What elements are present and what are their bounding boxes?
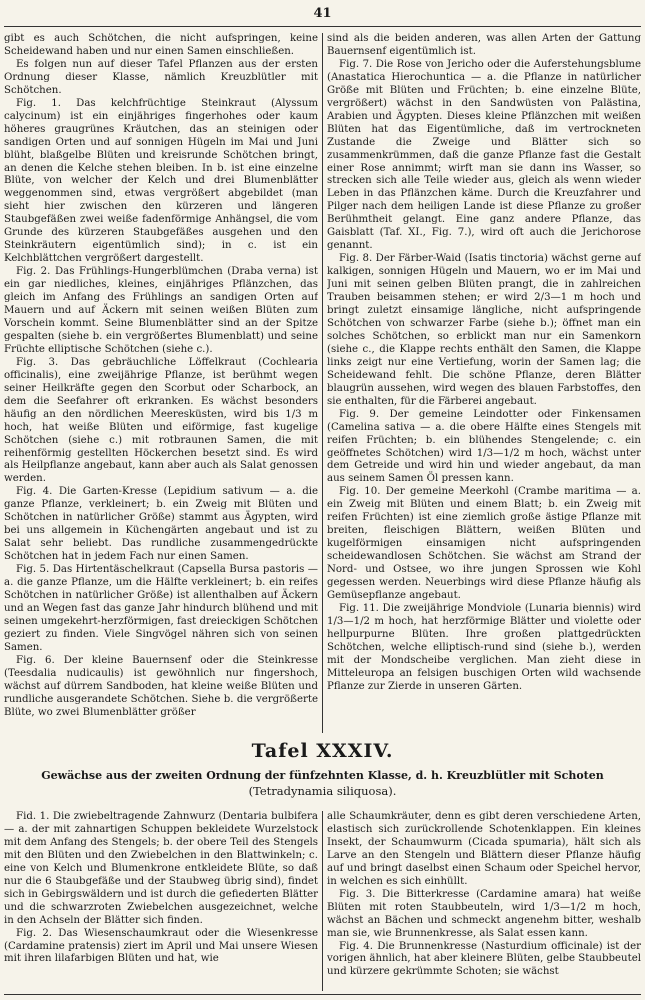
page-number: 41 xyxy=(313,6,332,21)
paragraph: alle Schaumkräuter, denn es gibt deren verschiedene Arten, elastisch sich zurückrollende Schotenklappen. Ein kleines Insekt, der Schaumwurm (Cicada spumaria), hält sich als Larve an den Stengeln und Blättern dieser Pflanze häufig auf und bringt daselbst einen Schaum oder Speichel hervor, in welchen es sich einhüllt. xyxy=(327,811,641,887)
paragraph: Fig. 3. Die Bitterkresse (Cardamine amara) hat weiße Blüten mit roten Staubbeuteln, wird 1/3—1/2 m hoch, wächst an Bächen und schmeckt angenehm bitter, weshalb man sie, wie Brunnenkresse, als Salat essen kann. xyxy=(327,888,641,939)
paragraph: Fig. 3. Das gebräuchliche Löffelkraut (Cochlearia officinalis), eine zweijährige Pflanze, ist berühmt wegen seiner Heilkräfte gegen den Scorbut oder Scharbock, an dem die Seefahrer oft erkranken. Es wächst besonders häufig an den nördlichen Meeresküsten, wird bis 1/3 m hoch, hat weiße Blüten und eiförmige, fast kugelige Schötchen (siehe c.) mit rotbraunen Samen, die mit reihenförmig gestellten Höckerchen besetzt sind. Es wird als Heilpflanze angebaut, kann aber auch als Salat genossen werden. xyxy=(4,356,318,485)
paragraph: gibt es auch Schötchen, die nicht aufspringen, keine Scheidewand haben und nur einen Samen einschließen. xyxy=(4,33,318,57)
upper-left-column xyxy=(4,33,318,733)
lower-columns xyxy=(4,811,641,991)
upper-columns xyxy=(4,33,641,733)
upper-right-column xyxy=(327,33,641,733)
paragraph: sind als die beiden anderen, was allen Arten der Gattung Bauernsenf eigentümlich ist. xyxy=(327,33,641,57)
plate-subtitle-latin: (Tetradynamia siliquosa). xyxy=(248,784,397,798)
paragraph: Fid. 1. Die zwiebeltragende Zahnwurz (Dentaria bulbifera — a. der mit zahnartigen Schuppen bekleidete Wurzelstock mit dem Anfang des Stengels; b. der obere Teil des Stengels mit den Blüten und den Zwiebelchen in den Blattwinkeln; c. eine von Kelch und Blumenkrone entkleidete Blüte, so daß nur die 6 Staubgefäße und der Staubweg übrig sind), findet sich in Gebirgswäldern und ist durch die gefiederten Blätter und die schwarzroten Zwiebelchen ausgezeichnet, welche in den Achseln der Blätter sich finden. xyxy=(4,811,318,926)
paragraph: Fig. 4. Die Garten-Kresse (Lepidium sativum — a. die ganze Pflanze, verkleinert; b. ein Zweig mit Blüten und Schötchen in natürlicher Größe) stammt aus Ägypten, wird bei uns allgemein in Küchengärten angebaut und ist zu Salat sehr beliebt. Das rundliche zusammengedrückte Schötchen hat in jedem Fach nur einen Samen. xyxy=(4,486,318,563)
paragraph: Fig. 5. Das Hirtentäschelkraut (Capsella Bursa pastoris — a. die ganze Pflanze, um die Hälfte verkleinert; b. ein reifes Schötchen in natürlicher Größe) ist allenthalben auf Äckern und an Wegen fast das ganze Jahr hindurch blühend und mit seinen umgekehrt-herzförmigen, fast dreieckigen Schötchen geziert zu finden. Viele Singvögel nähren sich von seinen Samen. xyxy=(4,564,318,653)
paragraph: Fig. 2. Das Frühlings-Hungerblümchen (Draba verna) ist ein gar niedliches, kleines, einjähriges Pflänzchen, das gleich im Anfang des Frühlings an sandigen Orten auf Mauern und auf Äckern mit seinen weißen Blüten zum Vorschein kommt. Seine Blumenblätter sind an der Spitze gespalten (siehe b. ein vergrößertes Blumenblatt) und seine Früchte elliptische Schötchen (siehe c.). xyxy=(4,266,318,355)
paragraph: Fig. 2. Das Wiesenschaumkraut oder die Wiesenkresse (Cardamine pratensis) ziert im April und Mai unsere Wiesen mit ihren lilafarbigen Blüten und hat, wie xyxy=(4,927,318,965)
column-divider xyxy=(322,811,323,991)
paragraph: Es folgen nun auf dieser Tafel Pflanzen aus der ersten Ordnung dieser Klasse, nämlich Kreuzblütler mit Schötchen. xyxy=(4,58,318,96)
paragraph: Fig. 10. Der gemeine Meerkohl (Crambe maritima — a. ein Zweig mit Blüten und einem Blatt; b. ein Zweig mit reifen Früchten) ist eine ziemlich große ästige Pflanze mit breiten, fleischigen Blättern, weißen Blüten und kugelförmigen einsamigen nicht aufspringenden scheidewandlosen Schötchen. Sie wächst am Strand der Nord- und Ostsee, wo ihre jungen Sprossen wie Kohl gegessen werden. Neuerbings wird diese Pflanze häufig als Gemüsepflanze angebaut. xyxy=(327,486,641,601)
footer-rule xyxy=(4,994,641,995)
lower-right-column xyxy=(327,811,641,991)
paragraph: Fig. 11. Die zweijährige Mondviole (Lunaria biennis) wird 1/3—1/2 m hoch, hat herzförmige Blätter und violette oder hellpurpurne Blüten. Ihre großen plattgedrückten Schötchen, welche elliptisch-rund sind (siehe b.), werden mit der Mondscheibe verglichen. Man zieht diese in Mitteleuropa an felsigen buschigen Orten wild wachsende Pflanze zur Zierde in unseren Gärten. xyxy=(327,602,641,692)
paragraph: Fig. 7. Die Rose von Jericho oder die Auferstehungsblume (Anastatica Hierochuntica — a. die Pflanze in natürlicher Größe mit Blüten und Früchten; b. eine einzelne Blüte, vergrößert) wächst in den Sandwüsten von Palästina, Arabien und Ägypten. Dieses kleine Pflänzchen mit weißen Blüten hat das Eigentümliche, daß im vertrockneten Zustande die Zweige und Blätter sich so zusammenkrümmen, daß die ganze Pflanze fast die Gestalt einer Rose annimmt; wirft man sie dann ins Wasser, so strecken sich alle Teile wieder aus, gleich als wenn wieder Leben in das Pflänzchen käme. Durch die Kreuzfahrer und Pilger nach dem heiligen Lande ist diese Pflanze zu großer Berühmtheit gelangt. Eine ganz andere Pflanze, das Gaisblatt (Taf. XI., Fig. 7.), wird oft auch die Jerichorose genannt. xyxy=(327,58,641,252)
header-rule xyxy=(4,26,641,27)
plate-title: Tafel XXXIV. xyxy=(251,740,394,762)
paragraph: Fig. 1. Das kelchfrüchtige Steinkraut (Alyssum calycinum) ist ein einjähriges fingerhohes oder kaum höheres graugrünes Kräutchen, das an steinigen oder sandigen Orten und auf sonnigen Hügeln im Mai und Juni blüht, blaßgelbe Blüten und kreisrunde Schötchen bringt, an denen die Kelche stehen bleiben. In b. ist eine einzelne Blüte, von welcher der Kelch und drei Blumenblätter weggenommen sind, etwas vergrößert abgebildet (man sieht hier zwischen den kürzeren und längeren Staubgefäßen zwei weiße fadenförmige Anhängsel, die vom Grunde des kürzeren Staubgefäßes ausgehen und den Steinkräutern eigentümlich sind); in c. ist ein Kelchblättchen vergrößert dargestellt. xyxy=(4,97,318,265)
paragraph: Fig. 6. Der kleine Bauernsenf oder die Steinkresse (Teesdalia nudicaulis) ist gewöhnlich nur fingershoch, wächst auf dürrem Sandboden, hat kleine weiße Blüten und rundliche ausgerandete Schötchen. Siehe b. die vergrößerte Blüte, wo zwei Blumenblätter größer xyxy=(4,654,318,718)
paragraph: Fig. 8. Der Färber-Waid (Isatis tinctoria) wächst gerne auf kalkigen, sonnigen Hügeln und Mauern, wo er im Mai und Juni mit seinen gelben Blüten prangt, die in zahlreichen Trauben beisammen stehen; er wird 2/3—1 m hoch und bringt zuletzt einsamige längliche, nicht aufspringende Schötchen von schwarzer Farbe (siehe b.); öffnet man ein solches Schötchen, so erblickt man nur ein Samenkorn (siehe c., die Klappe rechts enthält den Samen, die Klappe links zeigt nur eine Vertiefung, worin der Samen lag; die Scheidewand fehlt. Die schöne Pflanze, deren Blätter blaugrün aussehen, wird wegen des blauen Farbstoffes, den sie enthalten, für die Färberei angebaut. xyxy=(327,253,641,407)
plate-subtitle: Gewächse aus der zweiten Ordnung der fünfzehnten Klasse, d. h. Kreuzblütler mit Schoten xyxy=(41,769,604,782)
paragraph: Fig. 4. Die Brunnenkresse (Nasturdium officinale) ist der vorigen ähnlich, hat aber kleinere Blüten, gelbe Staubbeutel und kürzere gekrümmte Schoten; sie wächst xyxy=(327,940,641,978)
column-divider xyxy=(322,33,323,733)
paragraph: Fig. 9. Der gemeine Leindotter oder Finkensamen (Camelina sativa — a. die obere Hälfte eines Stengels mit reifen Früchten; b. ein blühendes Stengelende; c. ein geöffnetes Schötchen) wird 1/3—1/2 m hoch, wächst unter dem Getreide und wird hin und wieder angebaut, da man aus seinem Samen Öl pressen kann. xyxy=(327,408,641,485)
lower-left-column xyxy=(4,811,318,991)
